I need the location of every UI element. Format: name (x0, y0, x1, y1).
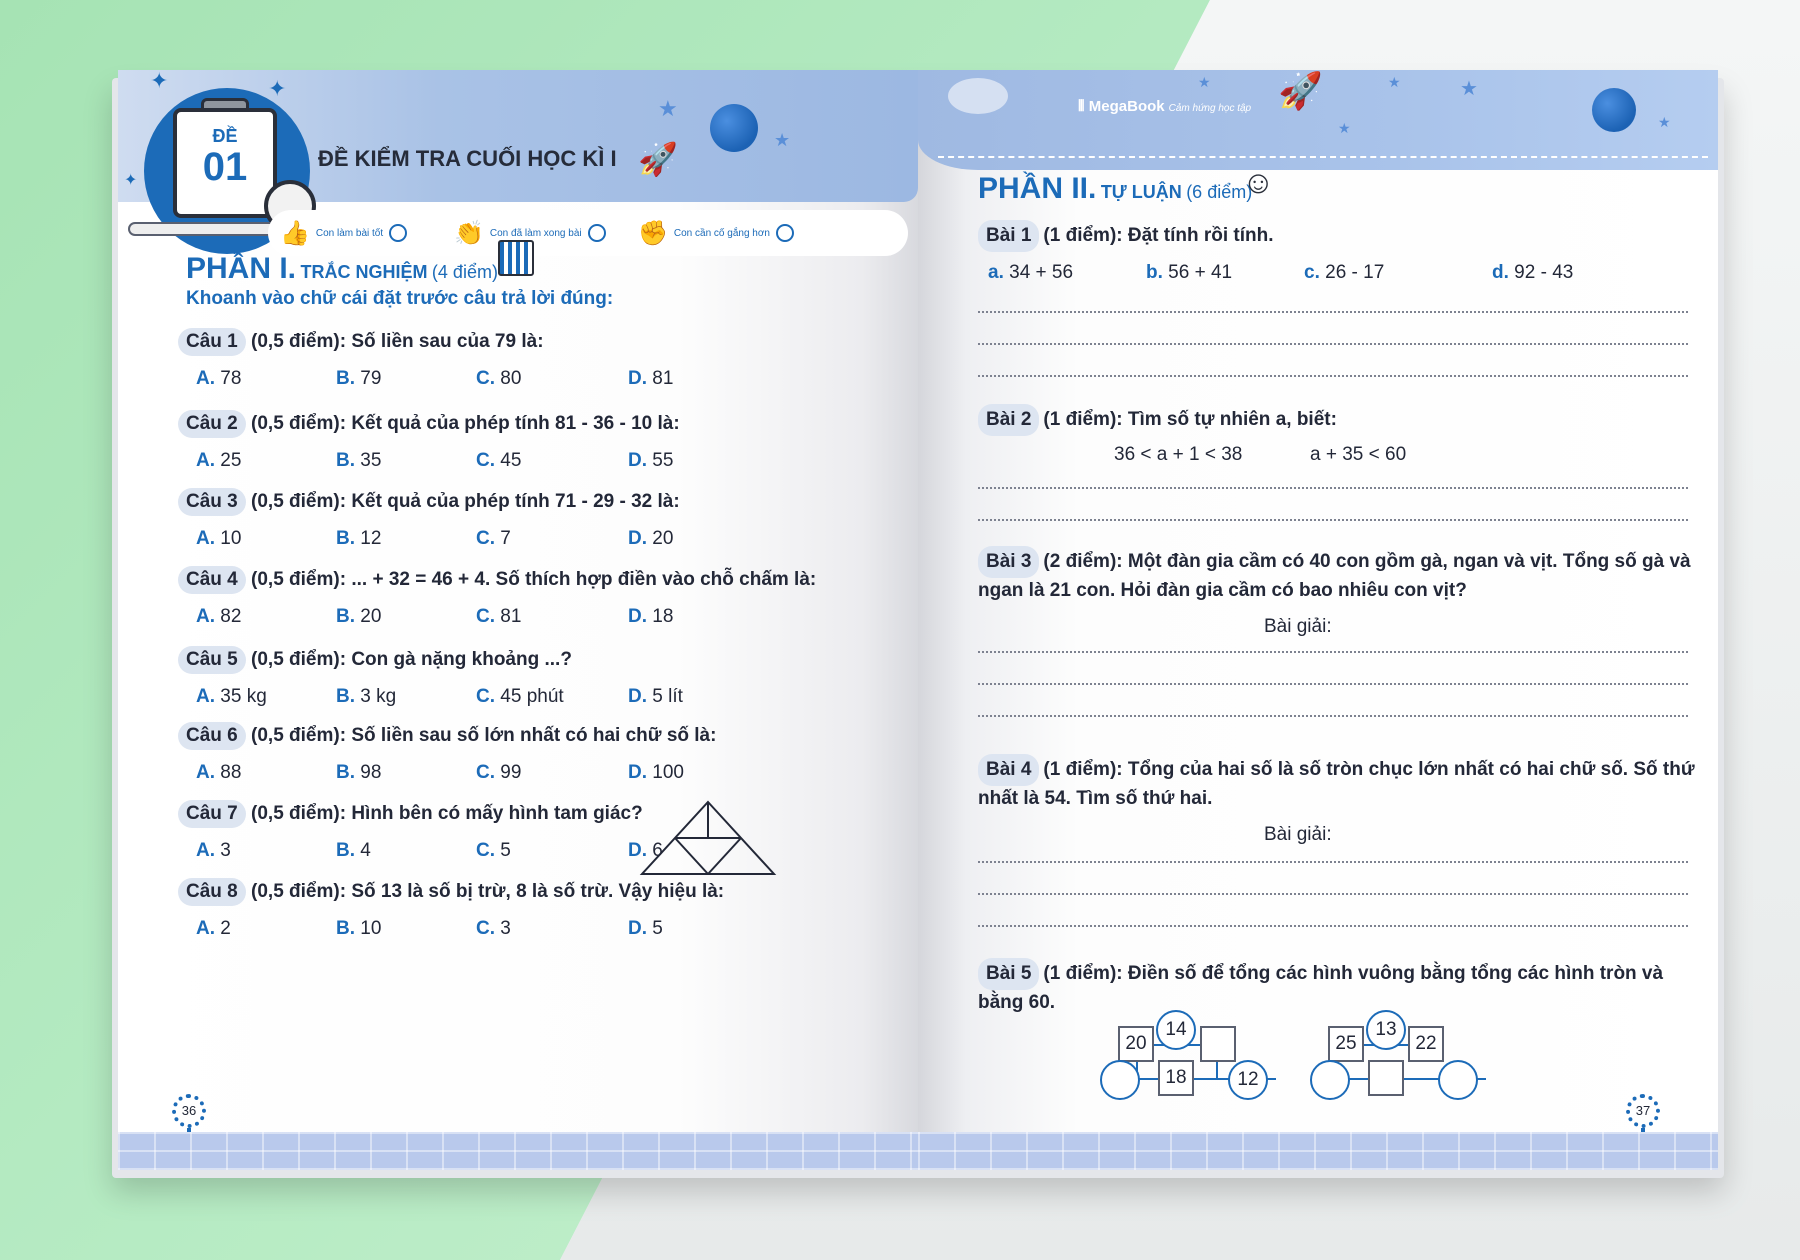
option-value: 5 lít (652, 686, 683, 707)
rocket-icon: 🚀 (638, 141, 678, 177)
option-value: 10 (220, 528, 242, 549)
option-letter: B. (336, 840, 355, 861)
option-value: 100 (652, 762, 684, 783)
star-icon: ★ (1338, 120, 1351, 136)
answer-option[interactable] (628, 368, 673, 390)
item-value: 92 - 43 (1514, 262, 1574, 283)
option-letter: C. (476, 450, 495, 471)
option-value: 55 (652, 450, 674, 471)
option-letter: D. (628, 918, 647, 939)
option-value: 81 (500, 606, 522, 627)
answer-line[interactable] (978, 714, 1688, 717)
figure-circle-top: 14 (1156, 1010, 1196, 1050)
option-value: 10 (360, 918, 382, 939)
option-value: 88 (220, 762, 242, 783)
figure-circle-left[interactable] (1310, 1060, 1350, 1100)
exercise-tag: Bài 5 (978, 958, 1039, 990)
option-value: 18 (652, 606, 674, 627)
answer-option[interactable] (628, 606, 673, 628)
question-text: (0,5 điểm): Số 13 là số bị trừ, 8 là số trừ. Vậy hiệu là: (251, 881, 725, 902)
option-letter: C. (476, 528, 495, 549)
solution-label: Bài giải: (1264, 824, 1332, 845)
student-icon: ☺ (1242, 164, 1275, 200)
question-tag: Câu 3 (178, 488, 246, 516)
answer-option[interactable] (196, 840, 231, 862)
option-letter: D. (628, 368, 647, 389)
option-letter: B. (336, 450, 355, 471)
right-page (918, 70, 1718, 1170)
option-letter: D. (628, 450, 647, 471)
part1-title: TRẮC NGHIỆM (300, 262, 428, 282)
answer-option[interactable] (196, 918, 231, 940)
answer-option[interactable] (628, 528, 673, 550)
option-value: 79 (360, 368, 382, 389)
answer-option[interactable] (476, 606, 521, 628)
option-value: 81 (652, 368, 674, 389)
option-value: 45 (500, 450, 522, 471)
option-letter: C. (476, 686, 495, 707)
answer-option[interactable] (196, 368, 241, 390)
clapping-hands-icon: 👏 (454, 219, 484, 247)
answer-option[interactable] (628, 762, 684, 784)
figure-square-bottom[interactable] (1368, 1060, 1404, 1096)
option-value: 20 (652, 528, 674, 549)
option-letter: C. (476, 918, 495, 939)
answer-option[interactable] (476, 762, 521, 784)
exercise-text: (2 điểm): Một đàn gia cầm có 40 con gồm gà, ngan và vịt. Tổng số gà và ngan là 21 con. Hỏi đàn gia cầm có bao nhiêu con vịt? (978, 551, 1691, 601)
star-icon: ★ (1388, 74, 1401, 90)
exercise-text: (1 điểm): Tìm số tự nhiên a, biết: (1043, 409, 1337, 430)
answer-option[interactable] (196, 450, 241, 472)
option-letter: A. (196, 918, 215, 939)
question-1 (178, 328, 898, 356)
rating-checkbox[interactable] (389, 224, 407, 242)
answer-line[interactable] (978, 650, 1688, 653)
star-icon: ★ (658, 96, 678, 121)
exercise-1-item-a (988, 262, 1073, 284)
qr-code-icon (498, 240, 534, 276)
planet-icon (1592, 88, 1636, 132)
question-tag: Câu 4 (178, 566, 246, 594)
planet-icon (710, 104, 758, 152)
question-5 (178, 646, 898, 674)
option-value: 78 (220, 368, 242, 389)
exercise-5 (978, 958, 1698, 1016)
option-letter: D. (628, 606, 647, 627)
rating-label: Con cần cố gắng hơn (673, 227, 770, 239)
option-value: 12 (360, 528, 382, 549)
option-letter: D. (628, 686, 647, 707)
answer-option[interactable] (476, 368, 521, 390)
question-text: (0,5 điểm): Số liền sau của 79 là: (251, 331, 544, 352)
figure-square-left[interactable]: 25 (1328, 1026, 1364, 1062)
header-dashed-line (938, 156, 1708, 158)
question-tag: Câu 5 (178, 646, 246, 674)
answer-option[interactable] (628, 918, 663, 940)
page-number: 37 (1626, 1094, 1660, 1128)
exercise-text: (1 điểm): Tổng của hai số là số tròn chục lớn nhất có hai chữ số. Số thứ nhất là 54. Tìm số thứ hai. (978, 759, 1695, 809)
option-letter: C. (476, 762, 495, 783)
option-letter: D. (628, 762, 647, 783)
rocket-icon: 🚀 (1278, 70, 1323, 111)
item-value: 26 - 17 (1325, 262, 1385, 283)
thumbs-up-icon: 👍 (280, 219, 310, 247)
star-icon: ★ (1460, 78, 1478, 100)
part1-points: (4 điểm) (431, 262, 498, 282)
exercise-4 (978, 754, 1698, 812)
star-icon: ✦ (124, 172, 138, 189)
exercise-2 (978, 404, 1698, 436)
option-value: 25 (220, 450, 242, 471)
option-value: 3 (500, 918, 511, 939)
star-icon: ✦ (150, 70, 169, 93)
figure-circle-top: 13 (1366, 1010, 1406, 1050)
rating-label: Con đã làm xong bài (489, 227, 582, 239)
question-text: (0,5 điểm): Kết quả của phép tính 71 - 29 - 32 là: (251, 491, 680, 512)
raised-fist-icon: ✊ (638, 219, 668, 247)
exercise-text: (1 điểm): Đặt tính rồi tính. (1043, 225, 1274, 246)
option-letter: B. (336, 918, 355, 939)
option-letter: B. (336, 606, 355, 627)
part1-number: PHẦN I. (186, 252, 297, 285)
exercise-tag: Bài 1 (978, 220, 1039, 252)
option-letter: A. (196, 606, 215, 627)
rating-try-harder (638, 216, 794, 250)
answer-line[interactable] (978, 518, 1688, 521)
option-letter: B. (336, 686, 355, 707)
item-value: 34 + 56 (1009, 262, 1074, 283)
figure-circle-left[interactable] (1100, 1060, 1140, 1100)
option-value: 2 (220, 918, 231, 939)
answer-line[interactable] (978, 310, 1688, 313)
exercise-text: (1 điểm): Điền số để tổng các hình vuông bằng tổng các hình tròn và bằng 60. (978, 963, 1664, 1013)
brand (1078, 98, 1251, 115)
answer-option[interactable] (336, 686, 396, 708)
ringed-planet-icon (948, 78, 1008, 114)
answer-line[interactable] (978, 342, 1688, 345)
answer-option[interactable] (476, 450, 521, 472)
question-2 (178, 410, 898, 438)
open-book (112, 70, 1724, 1180)
star-icon: ★ (774, 130, 791, 150)
star-icon: ★ (1198, 74, 1211, 90)
exam-badge-label: ĐỀ (212, 126, 238, 146)
option-value: 98 (360, 762, 382, 783)
exam-badge-number: 01 (202, 145, 248, 189)
option-value: 4 (360, 840, 371, 861)
answer-line[interactable] (978, 374, 1688, 377)
figure-square-right[interactable]: 22 (1408, 1026, 1444, 1062)
item-letter: c. (1304, 262, 1320, 283)
part2-points: (6 điểm) (1186, 182, 1253, 202)
option-letter: C. (476, 840, 495, 861)
rating-label: Con làm bài tốt (315, 227, 384, 239)
answer-option[interactable] (196, 686, 267, 708)
option-value: 35 (360, 450, 382, 471)
answer-option[interactable] (196, 528, 241, 550)
bottom-grid-band (918, 1132, 1718, 1170)
option-value: 82 (220, 606, 242, 627)
exercise-3 (978, 546, 1698, 604)
answer-option[interactable] (336, 368, 381, 390)
question-tag: Câu 6 (178, 722, 246, 750)
option-value: 80 (500, 368, 522, 389)
question-text: (0,5 điểm): Số liền sau số lớn nhất có hai chữ số là: (251, 725, 717, 746)
option-letter: C. (476, 368, 495, 389)
item-letter: b. (1146, 262, 1163, 283)
answer-option[interactable] (628, 450, 673, 472)
answer-option[interactable] (336, 450, 381, 472)
part1-instruction: Khoanh vào chữ cái đặt trước câu trả lời đúng: (186, 288, 614, 309)
option-value: 99 (500, 762, 522, 783)
left-page (118, 70, 918, 1170)
option-letter: B. (336, 762, 355, 783)
self-rating-row (268, 210, 908, 256)
brand-slogan: Cảm hứng học tập (1168, 103, 1252, 114)
page-number: 36 (172, 1094, 206, 1128)
answer-option[interactable] (476, 528, 511, 550)
question-7 (178, 800, 898, 828)
question-tag: Câu 8 (178, 878, 246, 906)
brand-logo-icon: ⦀ (1078, 98, 1089, 115)
answer-option[interactable] (336, 918, 381, 940)
part1-heading (186, 252, 498, 286)
exercise-tag: Bài 4 (978, 754, 1039, 786)
question-text: (0,5 điểm): Kết quả của phép tính 81 - 36 - 10 là: (251, 413, 680, 434)
question-text: (0,5 điểm): Con gà nặng khoảng ...? (251, 649, 572, 670)
option-letter: C. (476, 606, 495, 627)
answer-option[interactable] (476, 686, 564, 708)
option-letter: A. (196, 840, 215, 861)
answer-option[interactable] (196, 606, 241, 628)
bottom-grid-band (118, 1132, 918, 1170)
option-letter: B. (336, 368, 355, 389)
question-text: (0,5 điểm): ... + 32 = 46 + 4. Số thích hợp điền vào chỗ chấm là: (251, 569, 817, 590)
question-4 (178, 566, 898, 594)
question-tag: Câu 1 (178, 328, 246, 356)
option-letter: A. (196, 368, 215, 389)
option-value: 7 (500, 528, 511, 549)
option-value: 45 phút (500, 686, 564, 707)
answer-option[interactable] (336, 606, 381, 628)
question-tag: Câu 2 (178, 410, 246, 438)
option-value: 35 kg (220, 686, 267, 707)
answer-option[interactable] (336, 762, 381, 784)
option-letter: A. (196, 450, 215, 471)
figure-circle-right[interactable]: 12 (1228, 1060, 1268, 1100)
answer-option[interactable] (196, 762, 241, 784)
option-letter: D. (628, 528, 647, 549)
question-text: (0,5 điểm): Hình bên có mấy hình tam giác? (251, 803, 643, 824)
condition: a + 35 < 60 (1310, 444, 1407, 465)
answer-option[interactable] (336, 528, 381, 550)
option-value: 3 (220, 840, 231, 861)
part2-title: TỰ LUẬN (1100, 182, 1182, 202)
answer-line[interactable] (978, 860, 1688, 863)
answer-line[interactable] (978, 924, 1688, 927)
question-3 (178, 488, 898, 516)
exam-title: ĐỀ KIỂM TRA CUỐI HỌC KÌ I (318, 146, 617, 171)
question-tag: Câu 7 (178, 800, 246, 828)
triangle-figure (638, 798, 778, 878)
item-letter: d. (1492, 262, 1509, 283)
exercise-1-item-b (1146, 262, 1232, 284)
answer-line[interactable] (978, 892, 1688, 895)
option-value: 5 (500, 840, 511, 861)
exercise-1-item-d (1492, 262, 1573, 284)
exercise-1-item-c (1304, 262, 1384, 284)
option-value: 20 (360, 606, 382, 627)
option-letter: A. (196, 686, 215, 707)
part2-heading (978, 172, 1252, 206)
item-letter: a. (988, 262, 1004, 283)
question-6 (178, 722, 898, 750)
option-value: 5 (652, 918, 663, 939)
figure-circle-right[interactable] (1438, 1060, 1478, 1100)
answer-option[interactable] (476, 918, 511, 940)
figure-square-bottom[interactable]: 18 (1158, 1060, 1194, 1096)
rating-checkbox[interactable] (588, 224, 606, 242)
exercise-1 (978, 220, 1698, 252)
solution-label: Bài giải: (1264, 616, 1332, 637)
answer-option[interactable] (336, 840, 371, 862)
question-8 (178, 878, 898, 906)
answer-option[interactable] (628, 686, 683, 708)
star-icon: ✦ (268, 76, 287, 101)
option-letter: B. (336, 528, 355, 549)
option-letter: D. (628, 840, 647, 861)
brand-name: MegaBook (1088, 98, 1165, 115)
figure-square-right[interactable] (1200, 1026, 1236, 1062)
condition: 36 < a + 1 < 38 (1114, 444, 1243, 465)
answer-line[interactable] (978, 486, 1688, 489)
option-letter: A. (196, 762, 215, 783)
option-value: 6 (652, 840, 663, 861)
rating-good (280, 216, 407, 250)
answer-line[interactable] (978, 682, 1688, 685)
figure-square-left[interactable]: 20 (1118, 1026, 1154, 1062)
clipboard-icon (173, 108, 277, 218)
star-icon: ★ (1658, 114, 1671, 130)
exercise-tag: Bài 2 (978, 404, 1039, 436)
rating-checkbox[interactable] (776, 224, 794, 242)
answer-option[interactable] (476, 840, 511, 862)
exercise-tag: Bài 3 (978, 546, 1039, 578)
part2-number: PHẦN II. (978, 172, 1097, 205)
item-value: 56 + 41 (1168, 262, 1233, 283)
option-letter: A. (196, 528, 215, 549)
option-value: 3 kg (360, 686, 397, 707)
